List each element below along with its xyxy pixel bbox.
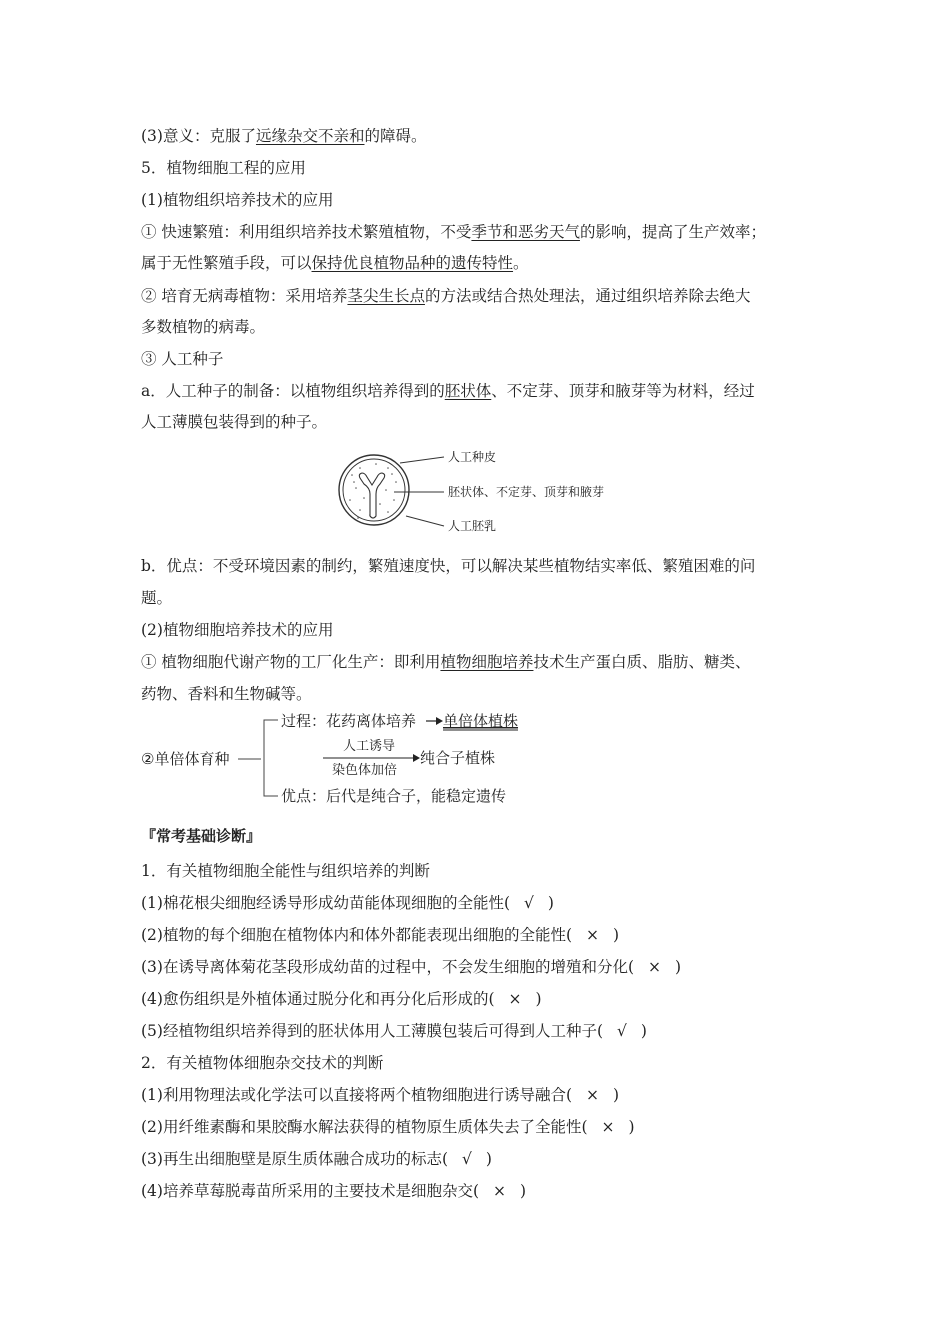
pure-line-plant: 纯合子植株 [420,749,496,767]
induce-top: 人工诱导 [343,739,396,754]
rapid-text: ① 快速繁殖：利用组织培养技术繁殖植物，不受 [141,223,472,241]
haploid-breeding-diagram [138,708,558,810]
virus-text: ② 培育无病毒植物：采用培养 [141,287,348,305]
heading-5: 5．植物细胞工程的应用 [141,159,306,177]
g1-item-3-text: (3)在诱导离体菊花茎段形成幼苗的过程中，不会发生细胞的增殖和分化 [141,958,628,976]
g2-item-4-text: (4)培养草莓脱毒苗所采用的主要技术是细胞杂交 [141,1182,473,1200]
g1-item-4-text: (4)愈伤组织是外植体通过脱分化和再分化后形成的 [141,990,489,1008]
rapid-propagation-line-2 [141,253,529,273]
rapid2-tail: 。 [513,254,529,272]
g1-item-1-text: (1)棉花根尖细胞经诱导形成幼苗能体现细胞的全能性 [141,894,504,912]
rapid-propagation-line [141,222,766,242]
embryo-shape [359,473,384,518]
g2-item-1: (1)利用物理法或化学法可以直接将两个植物细胞进行诱导融合( × ) [141,1086,620,1104]
g1-item-4: (4)愈伤组织是外植体通过脱分化和再分化后形成的( × ) [141,990,542,1008]
meaning-tail: 的障碍。 [364,127,427,145]
factory-underline: 植物细胞培养 [440,653,534,671]
advantage-line-2: 题。 [141,589,173,607]
factory-line [141,652,750,672]
meaning-text: (3)意义：克服了 [141,127,256,145]
g1-item-5: (5)经植物组织培养得到的胚状体用人工薄膜包装后可得到人工种子( √ ) [141,1022,647,1040]
g2-item-3-text: (3)再生出细胞壁是原生质体融合成功的标志 [141,1150,442,1168]
factory-text: ① 植物细胞代谢产物的工厂化生产：即利用 [141,653,441,671]
g1-item-5-text: (5)经植物组织培养得到的胚状体用人工薄膜包装后可得到人工种子 [141,1022,597,1040]
g2-item-4: (4)培养草莓脱毒苗所采用的主要技术是细胞杂交( × ) [141,1182,527,1200]
g1-item-2: (2)植物的每个细胞在植物体内和体外都能表现出细胞的全能性( × ) [141,926,620,944]
virus-free-line [141,286,750,306]
label-endosperm: 人工胚乳 [448,519,497,533]
meaning-underline: 远缘杂交不亲和 [255,127,365,145]
seed-prep-line [141,381,755,401]
rapid2-underline: 保持优良植物品种的遗传特性 [311,254,514,272]
g2-item-1-text: (1)利用物理法或化学法可以直接将两个植物细胞进行诱导融合 [141,1086,566,1104]
diagnosis-title-text: 常考基础诊断 [156,827,247,845]
g1-item-1: (1)棉花根尖细胞经诱导形成幼苗能体现细胞的全能性( √ ) [141,894,554,912]
diagnosis-title: 『常考基础诊断』 [141,827,262,845]
rapid2-text: 属于无性繁殖手段，可以 [141,254,312,272]
haploid-root: ②单倍体育种 [141,750,230,768]
g1-item-2-text: (2)植物的每个细胞在植物体内和体外都能表现出细胞的全能性 [141,926,566,944]
cross-mark: × [586,1086,600,1104]
group1-heading: 1．有关植物细胞全能性与组织培养的判断 [141,862,430,880]
rapid-tail: 的影响，提高了生产效率； [579,223,766,241]
g1-item-3: (3)在诱导离体菊花茎段形成幼苗的过程中，不会发生细胞的增殖和分化( × ) [141,958,682,976]
induce-bottom: 染色体加倍 [332,763,398,778]
g2-item-3: (3)再生出细胞壁是原生质体融合成功的标志( √ ) [141,1150,492,1168]
factory-tail: 技术生产蛋白质、脂肪、糖类、 [533,653,751,671]
heading-5-2: (2)植物细胞培养技术的应用 [141,621,334,639]
rapid-underline: 季节和恶劣天气 [471,223,580,241]
cross-mark: × [601,1118,615,1136]
group2-heading: 2．有关植物体细胞杂交技术的判断 [141,1054,384,1072]
cross-mark: × [586,926,600,944]
virus-free-line-2: 多数植物的病毒。 [141,318,266,336]
seed-prep-line-2: 人工薄膜包装得到的种子。 [141,413,328,431]
advantage-line: b．优点：不受环境因素的制约，繁殖速度快，可以解决某些植物结实率低、繁殖困难的问 [141,557,756,575]
meaning-line [141,126,427,146]
seed-prep-underline: 胚状体 [444,382,492,400]
advantage-text: 优点：后代是纯合子，能稳定遗传 [281,787,507,805]
bracket [264,720,278,796]
artificial-seed-heading: ③ 人工种子 [141,350,224,368]
cross-mark: × [508,990,522,1008]
seed-prep-tail: 、不定芽、顶芽和腋芽等为材料，经过 [491,382,755,400]
haploid-plant: 单倍体植株 [443,712,519,730]
heading-5-1: (1)植物组织培养技术的应用 [141,191,334,209]
virus-tail: 的方法或结合热处理法，通过组织培养除去绝大 [424,287,751,305]
cross-mark: × [493,1182,507,1200]
artificial-seed-diagram [330,440,630,540]
virus-underline: 茎尖生长点 [347,287,425,305]
cross-mark: × [648,958,662,976]
process-text: 过程：花药离体培养 [281,712,417,730]
check-mark: √ [462,1150,472,1168]
seed-prep-text: a．人工种子的制备：以植物组织培养得到的 [141,382,445,400]
check-mark: √ [617,1022,627,1040]
label-embryoid: 胚状体、不定芽、顶芽和腋芽 [448,485,605,499]
factory-line-2: 药物、香料和生物碱等。 [141,685,312,703]
check-mark: √ [524,894,534,912]
g2-item-2-text: (2)用纤维素酶和果胶酶水解法获得的植物原生质体失去了全能性 [141,1118,582,1136]
g2-item-2: (2)用纤维素酶和果胶酶水解法获得的植物原生质体失去了全能性( × ) [141,1118,635,1136]
label-seed-coat: 人工种皮 [448,450,497,464]
